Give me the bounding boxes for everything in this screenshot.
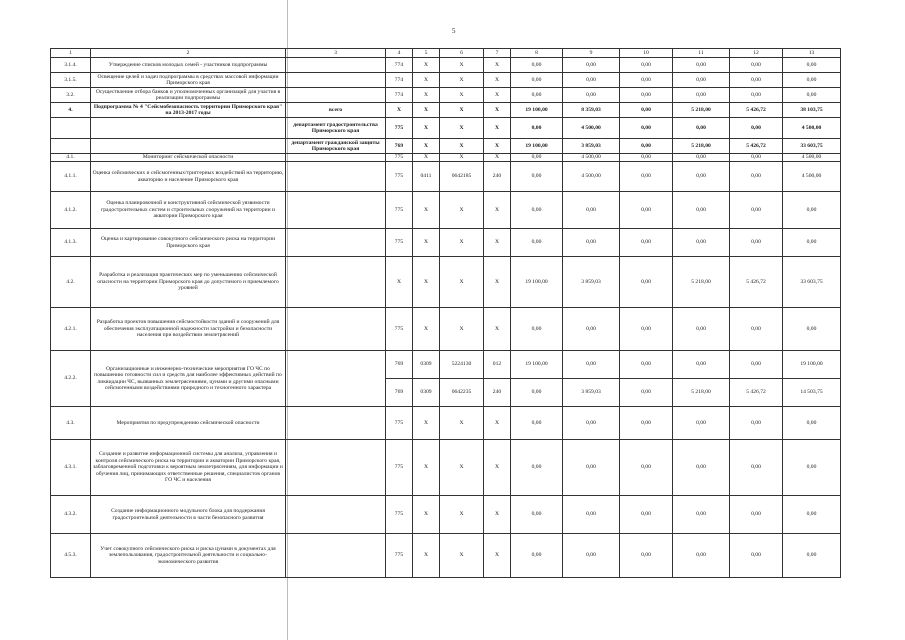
value-2017-cell: 0,00 — [730, 440, 783, 496]
value-2017-cell: 0,00 — [730, 162, 783, 192]
value-2015-cell: 0,00 — [620, 162, 673, 192]
executor-cell — [286, 192, 386, 229]
value-2014-cell: 0,00 — [563, 496, 620, 534]
row-number-cell: 4.2.2. — [51, 351, 91, 407]
executor-cell — [286, 58, 386, 73]
vr-cell: X — [484, 103, 511, 118]
vr-cell: X — [484, 257, 511, 308]
program-table — [50, 48, 841, 578]
value-2017-cell: 0,00 — [730, 88, 783, 103]
value-total-cell: 33 603,75 — [783, 139, 841, 154]
table-row — [51, 88, 841, 103]
value-2015-cell: 0,00 — [620, 257, 673, 308]
rz-pr-cell: 0309 — [413, 351, 440, 379]
value-2016-cell: 0,00 — [673, 308, 730, 351]
vr-cell: 012 — [484, 351, 511, 379]
csr-cell: X — [440, 88, 484, 103]
value-2014-cell: 0,00 — [563, 58, 620, 73]
rz-pr-cell: X — [413, 496, 440, 534]
value-2015-cell: 0,00 — [620, 351, 673, 379]
row-number-cell: 4.1.1. — [51, 162, 91, 192]
vr-cell: X — [484, 534, 511, 578]
table-row — [51, 73, 841, 88]
value-2016-cell: 0,00 — [673, 118, 730, 139]
row-name-cell: Мероприятия по предупреждению сейсмической опасности — [91, 407, 286, 440]
grbs-cell: 774 — [386, 58, 413, 73]
row-number-cell: 4.2.1. — [51, 308, 91, 351]
value-2017-cell: 5 426,72 — [730, 257, 783, 308]
value-2013-cell: 0,00 — [511, 58, 563, 73]
row-number-cell: 4.3.2. — [51, 496, 91, 534]
header-cell: 13 — [783, 49, 841, 58]
row-name-cell: Создание и развитие информационной системы для анализа, управления и контроля сейсмического риска на территории и акватории Приморского края, заблаговременной подготовки к вероятным землетрясениям, для информации и обучения лиц, принимающих ответственные решения, специалистов органов ГО ЧС и населения — [91, 440, 286, 496]
row-number-cell: 4. — [51, 103, 91, 118]
rz-pr-cell: X — [413, 103, 440, 118]
rz-pr-cell: X — [413, 73, 440, 88]
value-2014-cell: 0,00 — [563, 407, 620, 440]
value-2013-cell: 0,00 — [511, 88, 563, 103]
header-cell: 1 — [51, 49, 91, 58]
row-name-cell: Осуществление отбора банков и уполномоченных организаций для участия в реализации подпрограммы — [91, 88, 286, 103]
vr-cell: X — [484, 139, 511, 154]
header-cell: 9 — [563, 49, 620, 58]
value-2013-cell: 0,00 — [511, 118, 563, 139]
value-total-cell: 0,00 — [783, 192, 841, 229]
row-name-cell — [91, 139, 286, 154]
rz-pr-cell: X — [413, 257, 440, 308]
executor-cell — [286, 257, 386, 308]
executor-cell — [286, 351, 386, 407]
value-2016-cell: 5 218,00 — [673, 257, 730, 308]
value-total-cell: 4 500,00 — [783, 162, 841, 192]
grbs-cell: 775 — [386, 162, 413, 192]
value-total-cell: 38 103,75 — [783, 103, 841, 118]
value-total-cell: 0,00 — [783, 58, 841, 73]
row-name-cell: Оценка планировочной и конструктивной сейсмической уязвимости градостроительных систем и строительных сооружений на территории и акватории Приморского края — [91, 192, 286, 229]
header-cell: 7 — [484, 49, 511, 58]
vr-cell: X — [484, 308, 511, 351]
grbs-cell: 775 — [386, 407, 413, 440]
value-total-cell: 0,00 — [783, 440, 841, 496]
value-2016-cell: 5 218,00 — [673, 103, 730, 118]
value-2013-cell: 0,00 — [511, 496, 563, 534]
value-2014-cell: 3 859,03 — [563, 379, 620, 407]
table-row — [51, 257, 841, 308]
value-2017-cell: 0,00 — [730, 192, 783, 229]
value-2017-cell: 5 426,72 — [730, 103, 783, 118]
value-2013-cell: 19 100,00 — [511, 257, 563, 308]
value-2016-cell: 0,00 — [673, 496, 730, 534]
row-number-cell: 3.1.5. — [51, 73, 91, 88]
value-2016-cell: 0,00 — [673, 58, 730, 73]
grbs-cell: 775 — [386, 534, 413, 578]
value-2013-cell: 0,00 — [511, 162, 563, 192]
value-2017-cell: 0,00 — [730, 154, 783, 162]
header-cell: 8 — [511, 49, 563, 58]
table-row — [51, 162, 841, 192]
value-2013-cell: 0,00 — [511, 308, 563, 351]
value-total-cell: 0,00 — [783, 308, 841, 351]
header-cell: 3 — [286, 49, 386, 58]
table-row — [51, 496, 841, 534]
grbs-cell: 774 — [386, 88, 413, 103]
row-number-cell: 4.1.3. — [51, 229, 91, 257]
value-2016-cell: 0,00 — [673, 407, 730, 440]
value-2014-cell: 4 500,00 — [563, 154, 620, 162]
value-total-cell: 14 503,75 — [783, 379, 841, 407]
grbs-cell: 775 — [386, 496, 413, 534]
header-row — [51, 49, 841, 58]
value-total-cell: 0,00 — [783, 229, 841, 257]
row-number-cell: 4.5.3. — [51, 534, 91, 578]
value-total-cell: 0,00 — [783, 496, 841, 534]
header-cell: 6 — [440, 49, 484, 58]
value-2013-cell: 0,00 — [511, 229, 563, 257]
rz-pr-cell: X — [413, 229, 440, 257]
value-2017-cell: 0,00 — [730, 496, 783, 534]
value-2017-cell: 5 426,72 — [730, 139, 783, 154]
executor-cell: департамент градостроительства Приморского края — [286, 118, 386, 139]
csr-cell: X — [440, 139, 484, 154]
grbs-cell: 775 — [386, 229, 413, 257]
grbs-cell: 775 — [386, 192, 413, 229]
executor-cell — [286, 73, 386, 88]
table-row — [51, 308, 841, 351]
value-2017-cell: 0,00 — [730, 118, 783, 139]
value-2015-cell: 0,00 — [620, 139, 673, 154]
value-2016-cell: 5 218,00 — [673, 379, 730, 407]
vr-cell: 240 — [484, 379, 511, 407]
header-cell: 12 — [730, 49, 783, 58]
executor-cell — [286, 162, 386, 192]
rz-pr-cell: X — [413, 534, 440, 578]
table-row — [51, 58, 841, 73]
value-total-cell: 4 500,00 — [783, 118, 841, 139]
rz-pr-cell: X — [413, 440, 440, 496]
vr-cell: X — [484, 407, 511, 440]
vr-cell: X — [484, 496, 511, 534]
value-2015-cell: 0,00 — [620, 440, 673, 496]
value-2014-cell: 4 500,00 — [563, 118, 620, 139]
value-2014-cell: 0,00 — [563, 351, 620, 379]
grbs-cell: 775 — [386, 440, 413, 496]
vr-cell: 240 — [484, 162, 511, 192]
executor-cell — [286, 496, 386, 534]
value-total-cell: 0,00 — [783, 534, 841, 578]
csr-cell: X — [440, 308, 484, 351]
grbs-cell: 775 — [386, 118, 413, 139]
grbs-cell: 775 — [386, 154, 413, 162]
executor-cell — [286, 308, 386, 351]
executor-cell — [286, 407, 386, 440]
value-2014-cell: 0,00 — [563, 73, 620, 88]
executor-cell — [286, 154, 386, 162]
rz-pr-cell: X — [413, 308, 440, 351]
value-2013-cell: 0,00 — [511, 440, 563, 496]
csr-cell: X — [440, 440, 484, 496]
value-2013-cell: 0,00 — [511, 379, 563, 407]
csr-cell: 0642235 — [440, 379, 484, 407]
vr-cell: X — [484, 154, 511, 162]
grbs-cell: 775 — [386, 308, 413, 351]
value-2015-cell: 0,00 — [620, 192, 673, 229]
value-2013-cell: 0,00 — [511, 154, 563, 162]
value-2016-cell: 0,00 — [673, 534, 730, 578]
table-row — [51, 103, 841, 118]
csr-cell: 0642185 — [440, 162, 484, 192]
value-2013-cell: 19 100,00 — [511, 103, 563, 118]
table-row — [51, 440, 841, 496]
grbs-cell: X — [386, 257, 413, 308]
value-2014-cell: 3 859,03 — [563, 139, 620, 154]
value-2017-cell: 0,00 — [730, 73, 783, 88]
table-row — [51, 351, 841, 379]
csr-cell: 5224130 — [440, 351, 484, 379]
rz-pr-cell: X — [413, 407, 440, 440]
value-2014-cell: 4 500,00 — [563, 162, 620, 192]
value-2015-cell: 0,00 — [620, 73, 673, 88]
row-name-cell — [91, 118, 286, 139]
header-cell: 2 — [91, 49, 286, 58]
csr-cell: X — [440, 407, 484, 440]
value-2017-cell: 0,00 — [730, 351, 783, 379]
value-2016-cell: 0,00 — [673, 351, 730, 379]
csr-cell: X — [440, 118, 484, 139]
grbs-cell: 774 — [386, 73, 413, 88]
table-row — [51, 192, 841, 229]
value-2015-cell: 0,00 — [620, 88, 673, 103]
row-name-cell: Создание информационного модульного блока для поддержания градостроительной деятельности в части безопасного развития — [91, 496, 286, 534]
csr-cell: X — [440, 257, 484, 308]
rz-pr-cell: X — [413, 154, 440, 162]
value-2014-cell: 0,00 — [563, 192, 620, 229]
row-name-cell: Оценка и картирование совокупного сейсмического риска на территории Приморского края — [91, 229, 286, 257]
value-2015-cell: 0,00 — [620, 407, 673, 440]
row-name-cell: Разработка проектов повышения сейсмостойкости зданий и сооружений для обеспечения эксплуатационной надежности застройки и безопасности населения при воздействии землетрясений — [91, 308, 286, 351]
page-number: 5 — [452, 27, 456, 35]
value-2017-cell: 0,00 — [730, 407, 783, 440]
executor-cell — [286, 534, 386, 578]
table-row — [51, 534, 841, 578]
value-total-cell: 0,00 — [783, 88, 841, 103]
executor-cell: департамент гражданской защиты Приморского края — [286, 139, 386, 154]
csr-cell: X — [440, 73, 484, 88]
value-2016-cell: 0,00 — [673, 154, 730, 162]
value-2017-cell: 0,00 — [730, 308, 783, 351]
value-total-cell: 33 603,75 — [783, 257, 841, 308]
row-number-cell — [51, 118, 91, 139]
value-2016-cell: 5 218,00 — [673, 139, 730, 154]
rz-pr-cell: 0309 — [413, 379, 440, 407]
value-2015-cell: 0,00 — [620, 58, 673, 73]
value-2016-cell: 0,00 — [673, 192, 730, 229]
grbs-cell: 769 — [386, 139, 413, 154]
row-name-cell: Утверждение списков молодых семей - участников подпрограммы — [91, 58, 286, 73]
value-2014-cell: 0,00 — [563, 229, 620, 257]
executor-cell — [286, 229, 386, 257]
value-2015-cell: 0,00 — [620, 308, 673, 351]
value-2016-cell: 0,00 — [673, 229, 730, 257]
row-name-cell: Освещение целей и задач подпрограммы в средствах массовой информации Приморского края — [91, 73, 286, 88]
vr-cell: X — [484, 440, 511, 496]
rz-pr-cell: X — [413, 118, 440, 139]
vr-cell: X — [484, 58, 511, 73]
row-number-cell: 4.3. — [51, 407, 91, 440]
value-total-cell: 0,00 — [783, 73, 841, 88]
row-number-cell: 4.2. — [51, 257, 91, 308]
value-2016-cell: 0,00 — [673, 88, 730, 103]
value-total-cell: 4 500,00 — [783, 154, 841, 162]
row-number-cell: 3.2. — [51, 88, 91, 103]
row-number-cell: 4.3.1. — [51, 440, 91, 496]
csr-cell: X — [440, 192, 484, 229]
executor-cell: всего — [286, 103, 386, 118]
vr-cell: X — [484, 118, 511, 139]
header-cell: 4 — [386, 49, 413, 58]
executor-cell — [286, 88, 386, 103]
csr-cell: X — [440, 496, 484, 534]
value-2014-cell: 0,00 — [563, 308, 620, 351]
table-row — [51, 229, 841, 257]
row-number-cell — [51, 139, 91, 154]
vr-cell: X — [484, 73, 511, 88]
value-2014-cell: 8 359,03 — [563, 103, 620, 118]
value-total-cell: 0,00 — [783, 407, 841, 440]
value-2015-cell: 0,00 — [620, 103, 673, 118]
grbs-cell: 769 — [386, 351, 413, 379]
grbs-cell: 769 — [386, 379, 413, 407]
row-name-cell: Разработка и реализация практических мер по уменьшению сейсмической опасности на территории Приморского края до допустимого и приемлемого уровней — [91, 257, 286, 308]
value-2015-cell: 0,00 — [620, 229, 673, 257]
header-cell: 11 — [673, 49, 730, 58]
value-2014-cell: 0,00 — [563, 534, 620, 578]
value-2015-cell: 0,00 — [620, 154, 673, 162]
csr-cell: X — [440, 229, 484, 257]
table-row — [51, 139, 841, 154]
value-2013-cell: 0,00 — [511, 192, 563, 229]
value-2016-cell: 0,00 — [673, 73, 730, 88]
row-name-cell: Мониторинг сейсмической опасности — [91, 154, 286, 162]
value-2013-cell: 19 100,00 — [511, 351, 563, 379]
table-row — [51, 154, 841, 162]
row-name-cell: Организационные и инженерно-технические мероприятия ГО ЧС по повышению готовности сил и средств для наиболее эффективных действий по ликвидации ЧС, вызванных землетрясениями, цунами и другими опасными сейсмогенными воздействиями природного и техногенного характера — [91, 351, 286, 407]
csr-cell: X — [440, 103, 484, 118]
vr-cell: X — [484, 229, 511, 257]
row-number-cell: 4.1. — [51, 154, 91, 162]
value-2014-cell: 0,00 — [563, 440, 620, 496]
value-2013-cell: 0,00 — [511, 73, 563, 88]
value-2014-cell: 0,00 — [563, 88, 620, 103]
csr-cell: X — [440, 534, 484, 578]
value-2013-cell: 19 100,00 — [511, 139, 563, 154]
rz-pr-cell: X — [413, 58, 440, 73]
row-name-cell: Подпрограмма № 4 "Сейсмобезопасность территории Приморского края" на 2013-2017 годы — [91, 103, 286, 118]
executor-cell — [286, 440, 386, 496]
value-2017-cell: 0,00 — [730, 534, 783, 578]
rz-pr-cell: X — [413, 88, 440, 103]
value-2017-cell: 0,00 — [730, 229, 783, 257]
value-2017-cell: 5 426,72 — [730, 379, 783, 407]
row-number-cell: 3.1.4. — [51, 58, 91, 73]
value-2017-cell: 0,00 — [730, 58, 783, 73]
header-cell: 5 — [413, 49, 440, 58]
rz-pr-cell: X — [413, 139, 440, 154]
rz-pr-cell: 0411 — [413, 162, 440, 192]
value-2013-cell: 0,00 — [511, 534, 563, 578]
value-2015-cell: 0,00 — [620, 534, 673, 578]
table-row — [51, 407, 841, 440]
row-number-cell: 4.1.2. — [51, 192, 91, 229]
value-2016-cell: 0,00 — [673, 440, 730, 496]
value-2015-cell: 0,00 — [620, 496, 673, 534]
vr-cell: X — [484, 192, 511, 229]
value-2016-cell: 0,00 — [673, 162, 730, 192]
rz-pr-cell: X — [413, 192, 440, 229]
csr-cell: X — [440, 154, 484, 162]
row-name-cell: Учет совокупного сейсмического риска и риска цунами в документах для землепользования, градостроительной деятельности и социально-экономического развития — [91, 534, 286, 578]
row-name-cell: Оценка сейсмических и сейсмогенных/триггерных воздействий на территорию, акваторию и население Приморского края — [91, 162, 286, 192]
value-2015-cell: 0,00 — [620, 118, 673, 139]
csr-cell: X — [440, 58, 484, 73]
value-2015-cell: 0,00 — [620, 379, 673, 407]
header-cell: 10 — [620, 49, 673, 58]
grbs-cell: X — [386, 103, 413, 118]
value-2014-cell: 3 859,03 — [563, 257, 620, 308]
value-2013-cell: 0,00 — [511, 407, 563, 440]
vr-cell: X — [484, 88, 511, 103]
value-total-cell: 19 100,00 — [783, 351, 841, 379]
table-row — [51, 118, 841, 139]
